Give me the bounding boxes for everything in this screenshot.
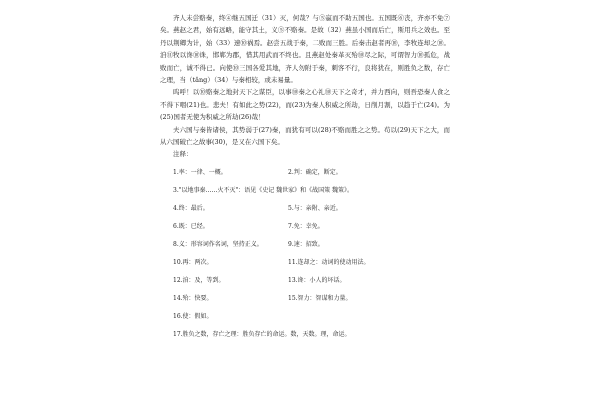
note-row (173, 312, 450, 322)
note-item: 5.与：亲附、亲近。 (288, 205, 342, 213)
note-item: 8.义：形容词作名词，坚持正义。 (173, 241, 263, 249)
note-row (173, 240, 450, 250)
note-row (173, 222, 450, 232)
note-item: 6.既：已经。 (173, 223, 209, 231)
note-item: 17.胜负之数，存亡之理：胜负存亡的命运。数，天数。理，命运。 (173, 331, 351, 339)
note-item: 15.智力：智谋和力量。 (288, 295, 352, 303)
note-item: 1.率：一律、一概。 (173, 169, 227, 177)
note-item: 9.速：招致。 (288, 241, 324, 249)
note-item: 13.谗：小人的坏话。 (288, 277, 346, 285)
note-row (173, 294, 450, 304)
paragraph-3: 夫六国与秦皆诸侯，其势弱于(27)秦，而犹有可以(28)不赂而胜之之势。苟以(29)天下之大，而从六国破亡之故事(30)，是又在六国下矣。 (160, 125, 450, 147)
note-item: 7.免：幸免。 (288, 223, 324, 231)
notes-title: 注释： (173, 150, 193, 159)
note-item: 10.再：两次。 (173, 259, 213, 267)
note-row (173, 258, 450, 268)
note-row (173, 330, 450, 340)
note-item: 12.洎：及，等到。 (173, 277, 225, 285)
paragraph-2: 呜呼！以⑩赂秦之地封天下之谋臣，以事⑩秦之心礼⑩天下之奇才，并力西向，则吾恐秦人食之不得下咽(21)也。悲夫！有如此之势(22)，而(23)为秦人积威之所劫，日削月割，以趋于亡(24)。为(25)国者无使为积威之所劫(26)哉！ (160, 88, 450, 122)
paragraph-1: 齐人未尝赂秦，终④继五国迁（31）灭，何哉？与⑤嬴而不助五国也。五国既⑥丧，齐亦不免⑦矣。燕赵之君，始有远略，能守其土，义⑤不赂秦。是故（32）燕虽小国而后亡，斯用兵之效也。至丹以荆卿为计，始（33）速⑩祸焉。赵尝五战于秦，二败而三胜。后秦击赵者再⑩，李牧连却之⑩。洎⑪牧以谗⑩诛，邯郸为郡，惜其用武而不终也。且燕赵处秦革灭殆⑩尽之际，可谓智力⑩孤危，战败而亡，诚不得已。向使⑩三国各爱其地，齐人勿附于秦，刺客不行，良将犹在，则胜负之数，存亡之理，当（tǎng）（34）与秦相较，或未易量。 (160, 14, 450, 85)
note-row (173, 186, 450, 196)
note-row (173, 204, 450, 214)
note-item: 16.使：假如。 (173, 313, 213, 321)
note-row (173, 276, 450, 286)
note-item: 11.连却之：动词的使动用法。 (288, 259, 370, 267)
note-item: 14.殆：快要。 (173, 295, 213, 303)
note-item: 3."以地事秦……火不灭"：语见《史记 魏世家》和《战国策 魏策》。 (173, 187, 354, 195)
note-item: 4.终：最后。 (173, 205, 209, 213)
note-item: 2.判：确定，断定。 (288, 169, 342, 177)
note-row (173, 168, 450, 178)
